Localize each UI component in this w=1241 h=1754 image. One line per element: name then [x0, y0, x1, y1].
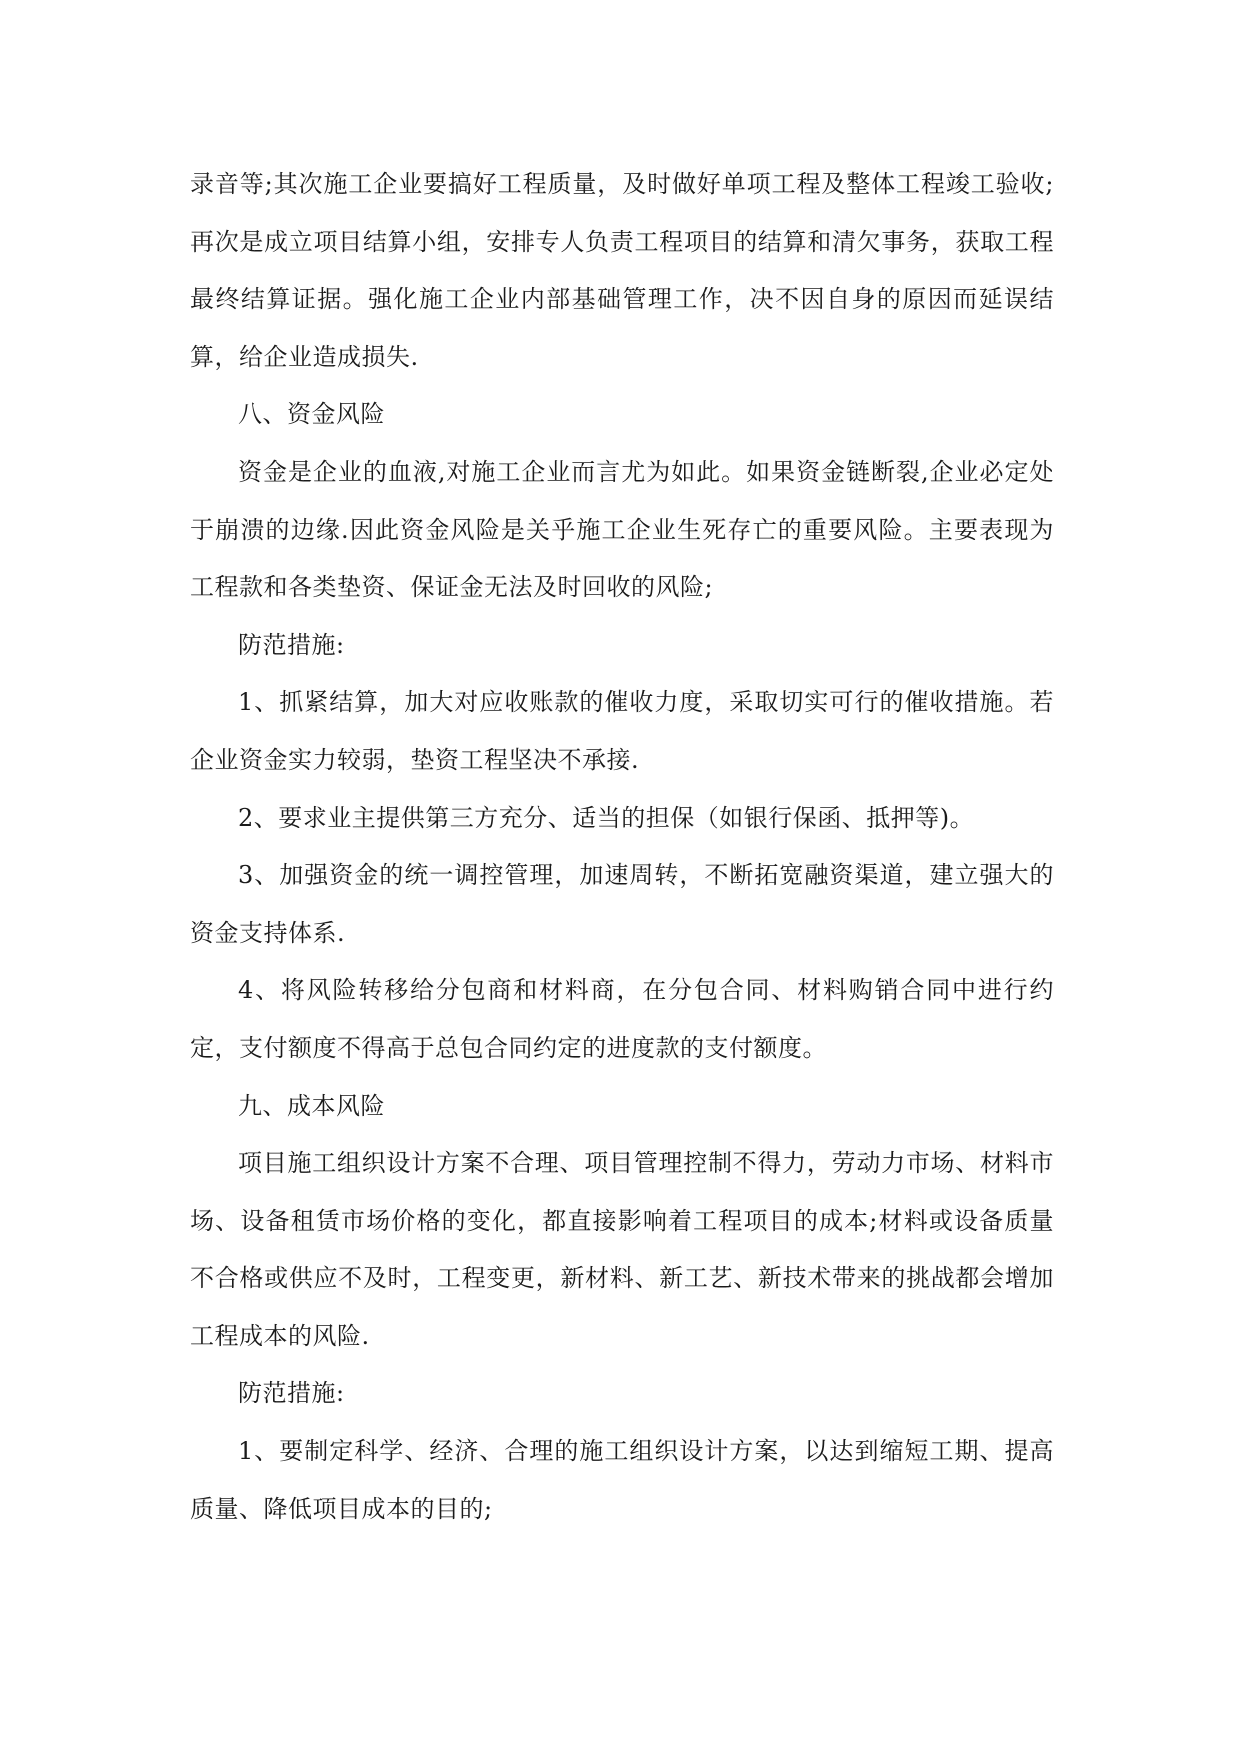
document-body	[190, 156, 1054, 1538]
heading-prevention-measures-2: 防范措施:	[238, 1379, 345, 1408]
heading-cost-risk: 九、成本风险	[238, 1091, 385, 1120]
paragraph-measure-3: 3、加强资金的统一调控管理，加速周转，不断拓宽融资渠道，建立强大的资金支持体系.	[190, 861, 1054, 947]
paragraph-measure-2: 2、要求业主提供第三方充分、适当的担保（如银行保函、抵押等)。	[238, 803, 975, 832]
paragraph-cost-risk: 项目施工组织设计方案不合理、项目管理控制不得力，劳动力市场、材料市场、设备租赁市场价格的变化，都直接影响着工程项目的成本;材料或设备质量不合格或供应不及时，工程变更，新材料、新工艺、新技术带来的挑战都会增加工程成本的风险.	[190, 1149, 1054, 1350]
paragraph-measure-4: 4、将风险转移给分包商和材料商，在分包合同、材料购销合同中进行约定，支付额度不得高于总包合同约定的进度款的支付额度。	[190, 976, 1054, 1062]
heading-prevention-measures: 防范措施:	[238, 630, 345, 659]
paragraph-capital-risk: 资金是企业的血液,对施工企业而言尤为如此。如果资金链断裂,企业必定处于崩溃的边缘.因此资金风险是关乎施工企业生死存亡的重要风险。主要表现为工程款和各类垫资、保证金无法及时回收的风险;	[190, 457, 1054, 602]
heading-capital-risk: 八、资金风险	[238, 400, 385, 429]
paragraph-cost-measure-1: 1、要制定科学、经济、合理的施工组织设计方案，以达到缩短工期、提高质量、降低项目成本的目的;	[190, 1437, 1054, 1523]
paragraph-measure-1: 1、抓紧结算，加大对应收账款的催收力度，采取切实可行的催收措施。若企业资金实力较弱，垫资工程坚决不承接.	[190, 688, 1054, 774]
paragraph-settlement-continued: 录音等;其次施工企业要搞好工程质量，及时做好单项工程及整体工程竣工验收;再次是成立项目结算小组，安排专人负责工程项目的结算和清欠事务，获取工程最终结算证据。强化施工企业内部基础管理工作，决不因自身的原因而延误结算，给企业造成损失.	[190, 170, 1054, 371]
